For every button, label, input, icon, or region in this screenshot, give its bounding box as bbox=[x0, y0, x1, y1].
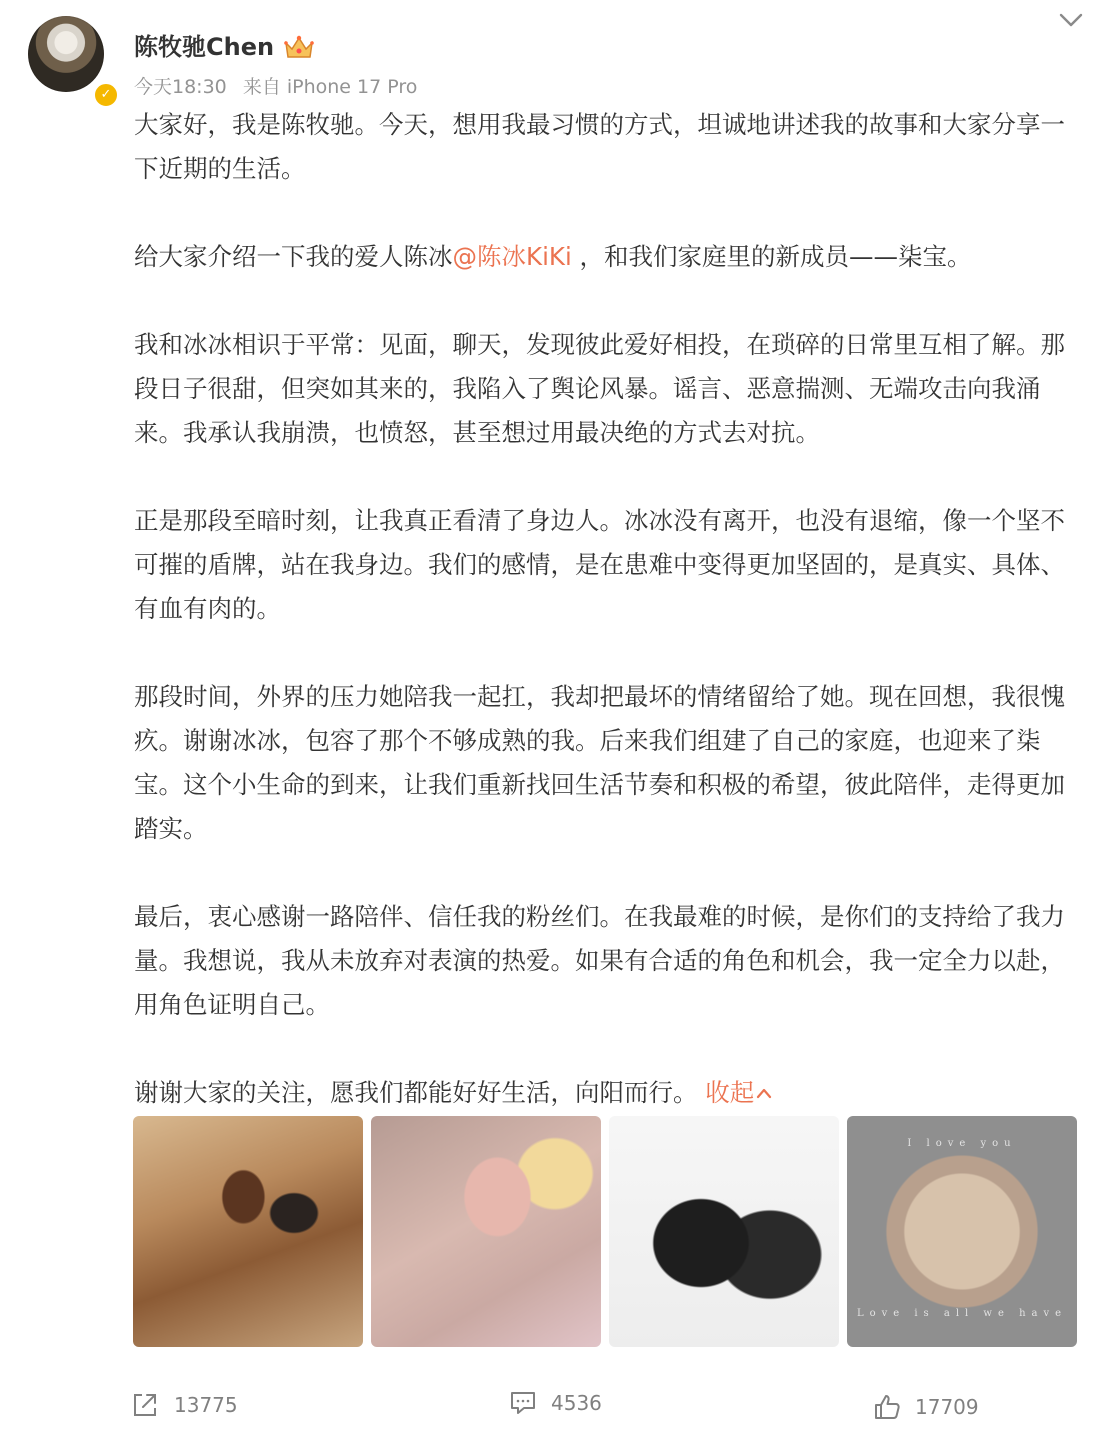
post-paragraph: 正是那段至暗时刻，让我真正看清了身边人。冰冰没有离开，也没有退缩，像一个坚不可摧的盾牌，站在我身边。我们的感情，是在患难中变得更加坚固的，是真实、具体、有血有肉的。 bbox=[134, 506, 1065, 623]
post-paragraph-intro bbox=[134, 235, 1074, 279]
repost-button[interactable] bbox=[130, 1390, 238, 1420]
post-meta bbox=[134, 75, 417, 99]
like-button[interactable] bbox=[873, 1393, 979, 1421]
photo-thumbnail[interactable] bbox=[133, 1116, 363, 1347]
action-bar bbox=[0, 1380, 1106, 1430]
mention-link[interactable]: @陈冰KiKi bbox=[452, 242, 572, 271]
collapse-button[interactable] bbox=[705, 1078, 772, 1107]
photo-thumbnail[interactable] bbox=[371, 1116, 601, 1347]
comment-icon bbox=[509, 1390, 537, 1416]
post-paragraph: 大家好，我是陈牧驰。今天，想用我最习惯的方式，坦诚地讲述我的故事和大家分享一下近期的生活。 bbox=[134, 110, 1065, 183]
photo-caption-top: I love you bbox=[907, 1138, 1017, 1149]
post-paragraph: 那段时间，外界的压力她陪我一起扛，我却把最坏的情绪留给了她。现在回想，我很愧疚。谢谢冰冰，包容了那个不够成熟的我。后来我们组建了自己的家庭，也迎来了柒宝。这个小生命的到来，让我们重新找回生活节奏和积极的希望，彼此陪伴，走得更加踏实。 bbox=[134, 682, 1065, 843]
chevron-up-icon[interactable] bbox=[756, 1087, 772, 1099]
crown-badge-icon bbox=[282, 33, 316, 61]
repost-count: 13775 bbox=[174, 1393, 238, 1417]
post-paragraph: 最后，衷心感谢一路陪伴、信任我的粉丝们。在我最难的时候，是你们的支持给了我力量。我想说，我从未放弃对表演的热爱。如果有合适的角色和机会，我一定全力以赴，用角色证明自己。 bbox=[134, 902, 1065, 1019]
photo-caption-bottom: Love is all we have bbox=[856, 1308, 1068, 1319]
like-icon bbox=[873, 1393, 901, 1421]
post-paragraph: 我和冰冰相识于平常：见面，聊天，发现彼此爱好相投，在琐碎的日常里互相了解。那段日子很甜，但突如其来的，我陷入了舆论风暴。谣言、恶意揣测、无端攻击向我涌来。我承认我崩溃，也愤怒，甚至想过用最决绝的方式去对抗。 bbox=[134, 330, 1065, 447]
comment-button[interactable] bbox=[509, 1390, 602, 1416]
photo-thumbnail[interactable] bbox=[609, 1116, 839, 1347]
post-content bbox=[134, 103, 1074, 1159]
photo-thumbnail[interactable] bbox=[847, 1116, 1077, 1347]
username[interactable]: 陈牧驰Chen bbox=[134, 33, 275, 61]
intro-text: 给大家介绍一下我的爱人陈冰 bbox=[134, 242, 453, 271]
intro-text-end: ，和我们家庭里的新成员——柒宝。 bbox=[571, 242, 972, 271]
collapse-label[interactable]: 收起 bbox=[705, 1078, 755, 1107]
like-count: 17709 bbox=[915, 1395, 979, 1419]
avatar[interactable] bbox=[28, 16, 104, 92]
post-timestamp: 今天18:30 bbox=[134, 76, 227, 98]
post-source: 来自 iPhone 17 Pro bbox=[242, 76, 418, 98]
chevron-down-icon[interactable] bbox=[1058, 10, 1084, 30]
closing-text: 谢谢大家的关注，愿我们都能好好生活，向阳而行。 bbox=[134, 1078, 698, 1107]
photo-grid bbox=[133, 1116, 1079, 1347]
verified-badge-icon: ✓ bbox=[93, 82, 119, 108]
repost-icon bbox=[130, 1390, 160, 1420]
comment-count: 4536 bbox=[551, 1391, 602, 1415]
post-paragraph-closing bbox=[134, 1071, 1074, 1115]
